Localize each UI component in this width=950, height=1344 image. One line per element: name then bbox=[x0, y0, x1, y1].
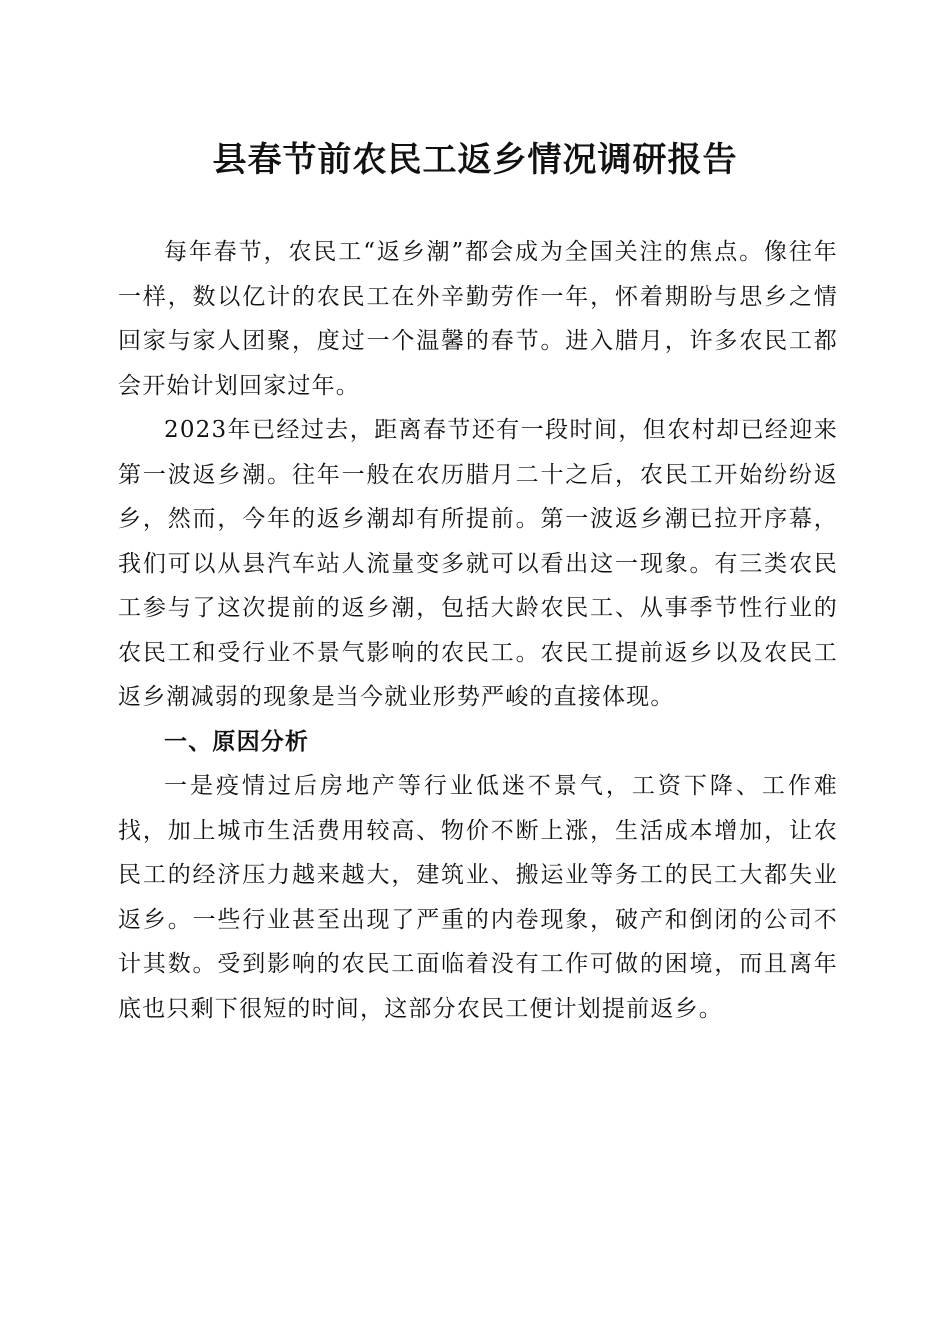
section-heading: 一、原因分析 bbox=[164, 728, 310, 755]
document-title: 县春节前农民工返乡情况调研报告 bbox=[212, 140, 738, 180]
paragraph-background: 2023年已经过去，距离春节还有一段时间，但农村却已经迎来第一波返乡潮。往年一般在农历腊月二十之后，农民工开始纷纷返乡，然而，今年的返乡潮却有所提前。第一波返乡潮已拉开序幕，我们可以从县汽车站人流量变多就可以看出这一现象。有三类农民工参与了这次提前的返乡潮，包括大龄农民工、从事季节性行业的农民工和受行业不景气影响的农民工。农民工提前返乡以及农民工返乡潮减弱的现象是当今就业形势严峻的直接体现。 bbox=[118, 417, 838, 710]
paragraph-reason-one: 一是疫情过后房地产等行业低迷不景气，工资下降、工作难找，加上城市生活费用较高、物价不断上涨，生活成本增加，让农民工的经济压力越来越大，建筑业、搬运业等务工的民工大都失业返乡。一些行业甚至出现了严重的内卷现象，破产和倒闭的公司不计其数。受到影响的农民工面临着没有工作可做的困境，而且离年底也只剩下很短的时间，这部分农民工便计划提前返乡。 bbox=[118, 773, 838, 1022]
document-body bbox=[118, 230, 838, 1031]
paragraph-intro: 每年春节，农民工“返乡潮”都会成为全国关注的焦点。像往年一样，数以亿计的农民工在外辛勤劳作一年，怀着期盼与思乡之情回家与家人团聚，度过一个温馨的春节。进入腊月，许多农民工都会开始计划回家过年。 bbox=[118, 239, 838, 399]
